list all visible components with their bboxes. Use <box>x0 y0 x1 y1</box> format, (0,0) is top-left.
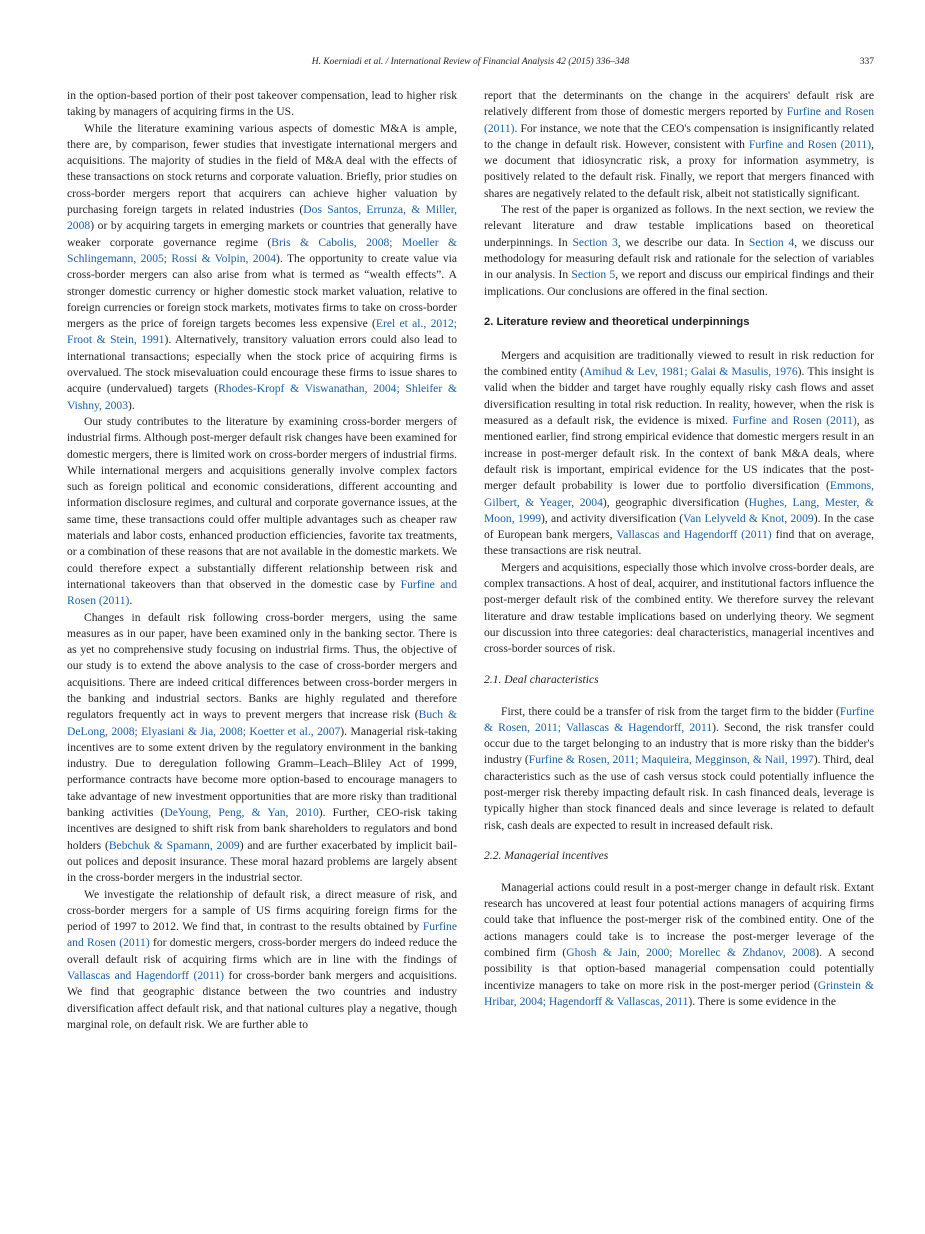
paragraph-text: ). Second, the risk transfer could occur due to the target belonging to an industry that is more risky than the bidder's industry ( <box>484 720 874 767</box>
paragraph-text: , we report and discuss our empirical findings and their implications. Our conclusions are offered in the final section. <box>484 268 874 298</box>
paragraph-text: ), and activity diversification ( <box>541 511 684 525</box>
section-heading: 2. Literature review and theoretical underpinnings <box>484 315 750 328</box>
paragraph-text: Mergers and acquisition are traditionally viewed to result in risk reduction for the combined entity ( <box>484 348 874 379</box>
paragraph-text: for domestic mergers, cross-border mergers do indeed reduce the overall default risk of acquiring firms which are in line with the findings of <box>67 936 458 966</box>
citation-link[interactable]: Section 5 <box>571 268 616 282</box>
paragraph <box>67 610 457 887</box>
paragraph <box>484 704 874 834</box>
running-head <box>67 57 874 73</box>
paragraph-text: report that the determinants on the change in the acquirers' default risk are relatively different from those of domestic mergers reported by <box>484 89 874 119</box>
citation-link[interactable]: Vallascas and Hagendorff (2011) <box>67 969 224 983</box>
paragraph <box>484 880 874 1010</box>
paragraph-text: Our study contributes to the literature by examining cross-border mergers of industrial firms. Although post-merger default risk changes have been examined for domestic mergers, there is limited work on cross-border mergers of industrial firms. While international mergers and acquisitions generally involve complex factors such as foreign political and economic considerations, different accounting and information disclosure regimes, and cultural and corporate governance issues, at the same time, these transactions could offer multiple advantages such as cheaper raw materials and labor costs, enhanced production efficiencies, favorite tax treatments, or a combination of these reasons that are not available in the domestic markets. We could therefore expect a substantially different relationship between risk and international takeovers than that observed in the domestic case by <box>67 414 457 591</box>
paragraph-text: Mergers and acquisitions, especially those which involve cross-border deals, are complex transactions. A host of deal, acquirer, and institutional factors influence the post-merger default risk of the combined entity. We therefore survey the relevant literature and draw testable implications based on underlying theory. We segment our discussion into three categories: deal characteristics, managerial incentives and cross-border sources of risk. <box>484 560 874 656</box>
paragraph-text: find that on average, these transactions are risk neutral. <box>484 528 875 558</box>
citation-link[interactable]: Furfine & Rosen, 2011; Maquieira, Megginson, & Nail, 1997 <box>528 753 814 767</box>
citation-link[interactable]: Buch & DeLong, 2008; Elyasiani & Jia, 2008; Koetter et al., 2007 <box>67 708 458 738</box>
paragraph-text: , we describe our data. In <box>617 235 749 249</box>
paragraph-text: ). The opportunity to create value via cross-border mergers can also arise from what is termed as “wealth effects”. A stronger domestic currency or higher domestic stock market valuation, relative to foreign currencies or foreign stock markets, motivates firms to take on cross-border mergers as the price of foreign targets becomes less expensive ( <box>67 251 457 331</box>
right-column <box>484 88 874 1010</box>
paragraph-text: We investigate the relationship of default risk, a direct measure of risk, and cross-border mergers for a sample of US firms acquiring foreign firms for the period of 1997 to 2012. We find that, in contrast to the results obtained by <box>67 887 457 934</box>
citation-link[interactable]: Section 3 <box>572 235 618 249</box>
paragraph-text: ). Further, CEO-risk taking incentives are designed to shift risk from bank shareholders to regulators and bond holders ( <box>67 806 457 852</box>
paragraph-text: ). There is some evidence in the <box>688 994 836 1008</box>
paragraph-text: The rest of the paper is organized as follows. In the next section, we review the relevant literature and draw testable implications based on theoretical underpinnings. In <box>484 203 874 249</box>
citation-link[interactable]: Vallascas and Hagendorff (2011) <box>616 528 772 542</box>
paragraph-text: . <box>129 594 133 608</box>
citation-link[interactable]: Section 4 <box>748 235 795 249</box>
paragraph-text: ) and are further exacerbated by implicit bail-out polices and deposit insurance. These moral hazard problems are largely absent in the cross-border mergers in the industrial sector. <box>67 838 457 885</box>
paragraph <box>484 88 874 202</box>
page-number: 337 <box>859 57 874 67</box>
citation-link[interactable]: Bris & Cabolis, 2008; Moeller & Schlingemann, 2005; Rossi & Volpin, 2004 <box>67 235 457 265</box>
citation-link[interactable]: Furfine and Rosen (2011) <box>484 105 875 135</box>
paragraph <box>484 560 874 658</box>
paragraph-text: ), geographic diversification ( <box>602 495 749 509</box>
citation-link[interactable]: Emmons, Gilbert, & Yeager, 2004 <box>484 479 874 509</box>
paragraph-text: ). In the case of European bank mergers, <box>484 511 874 542</box>
paragraph <box>484 202 874 300</box>
journal-citation: H. Koerniadi et al. / International Review of Financial Analysis 42 (2015) 336–348 <box>311 57 630 67</box>
citation-link[interactable]: Furfine & Rosen, 2011; Vallascas & Hagendorff, 2011 <box>484 704 874 734</box>
citation-link[interactable]: Furfine and Rosen (2011) <box>67 920 457 950</box>
paragraph-text: ). Managerial risk-taking incentives are to some extent driven by the regulatory environment in the banking industry. Due to deregulation following Gramm–Leach–Bliley Act of 1999, performance contracts have become more option-based to encourage managers to take advantage of new investment opportunities that are more risky than traditional banking activities ( <box>67 724 457 820</box>
citation-link[interactable]: Dos Santos, Errunza, & Miller, 2008 <box>67 203 457 233</box>
citation-link[interactable]: Erel et al., 2012; Froot & Stein, 1991 <box>67 317 458 347</box>
paragraph-text: While the literature examining various aspects of domestic M&A is ample, there are, by comparison, fewer studies that investigate international mergers and acquisitions. The majority of studies in the field of M&A deal with the effects of these transactions on stock returns and corporate valuation. Briefly, prior studies on cross-border mergers report that acquirers can achieve higher valuation by purchasing foreign targets in related industries ( <box>67 121 457 217</box>
paragraph <box>67 121 457 414</box>
subsection-heading: 2.2. Managerial incentives <box>484 848 609 862</box>
citation-link[interactable]: Ghosh & Jain, 2000; Morellec & Zhdanov, 2008 <box>566 946 816 960</box>
subsection-heading: 2.1. Deal characteristics <box>484 672 599 686</box>
paragraph <box>484 348 874 560</box>
paragraph-text: ). This insight is valid when the bidder and target have roughly equally risky cash flows and asset diversification resulting in total risk reduction. In reality, however, when the risk is measured as a default risk, the evidence is mixed. <box>484 365 875 428</box>
paragraph-text: , as mentioned earlier, find strong empirical evidence that domestic mergers result in an increase in post-merger default risk. In the context of bank M&A deals, where default risk is important, empirical evidence for the US indicates that the post-merger default probability is lower due to portfolio diversification ( <box>484 414 874 493</box>
citation-link[interactable]: Amihud & Lev, 1981; Galai & Masulis, 1976 <box>584 365 798 379</box>
paragraph-text: , we document that idiosyncratic risk, a proxy for information asymmetry, is positively related to the default risk. Finally, we report that mergers financed with shares are negatively related to the default risk, albeit not statistically significant. <box>484 137 874 200</box>
paragraph-text: ). Alternatively, transitory valuation errors could also lead to international transactions; especially when the stock price of acquiring firms is overvalued. The stock misevaluation could encourage these firms to issue shares to acquire (undervalued) targets ( <box>67 333 457 396</box>
paragraph-text: Changes in default risk following cross-border mergers, using the same measures as in our paper, have been examined only in the banking sector. There is as yet no comprehensive study focusing on industrial firms. Thus, the objective of our study is to extend the above analysis to the case of cross-border mergers and acquisitions. There are indeed critical differences between cross-border mergers in the banking and industrial sectors. Banks are highly regulated and therefore regulators frequently act in ways to prevent mergers that increase risk ( <box>67 610 457 722</box>
citation-link[interactable]: Hughes, Lang, Mester, & Moon, 1999 <box>484 495 874 525</box>
paragraph-text: , we discuss our methodology for measuring default risk and rationale for the selection of variables in our analysis. In <box>484 235 874 282</box>
paragraph-text: . For instance, we note that the CEO's compensation is insignificantly related to the change in default risk. However, consistent with <box>484 121 874 151</box>
citation-link[interactable]: Rhodes-Kropf & Viswanathan, 2004; Shleifer & Vishny, 2003 <box>67 382 457 412</box>
citation-link[interactable]: Van Lelyveld & Knot, 2009 <box>683 511 814 525</box>
paragraph-text: ). Third, deal characteristics such as the use of cash versus stock could potentially influence the post-merger risk thereby impacting default risk. In cash financed deals, leverage is typically higher than stock financed deals and since leverage is related to default risk, cash deals are expected to result in increased default risk. <box>484 753 875 832</box>
paragraph <box>67 88 457 121</box>
citation-link[interactable]: DeYoung, Peng, & Yan, 2010 <box>164 806 319 820</box>
citation-link[interactable]: Furfine and Rosen (2011) <box>67 577 457 608</box>
citation-link[interactable]: Furfine and Rosen (2011) <box>732 414 857 428</box>
paragraph-text: ) or by acquiring targets in emerging markets or countries that generally have weaker corporate governance regime ( <box>67 219 457 249</box>
paragraph <box>67 414 457 610</box>
citation-link[interactable]: Grinstein & Hribar, 2004; Hagendorff & Vallascas, 2011 <box>484 978 874 1008</box>
paragraph-text: in the option-based portion of their post takeover compensation, lead to higher risk taking by managers of acquiring firms in the US. <box>67 89 457 119</box>
paragraph-text: ). A second possibility is that option-based managerial compensation could potentially incentivize managers to take on more risk in the post-merger period ( <box>484 946 874 992</box>
paragraph <box>67 887 457 1034</box>
citation-link[interactable]: Bebchuk & Spamann, 2009 <box>108 838 240 852</box>
paragraph-text: First, there could be a transfer of risk from the target firm to the bidder ( <box>501 704 840 718</box>
paragraph-text: Managerial actions could result in a post-merger change in default risk. Extant research has uncovered at least four potential actions managers of acquiring firms could take that influence the post-merger risk of the combined entity. One of the actions managers could take is to increase the post-merger leverage of the combined firm ( <box>484 880 874 960</box>
left-column <box>67 88 457 1033</box>
paragraph-text: ). <box>128 398 135 412</box>
citation-link[interactable]: Furfine and Rosen (2011) <box>748 137 872 151</box>
paragraph-text: for cross-border bank mergers and acquisitions. We find that geographic distance between the two countries and industry diversification affect default risk, and that national cultures play a negative, though marginal role, on default risk. We are further able to <box>67 969 457 1031</box>
